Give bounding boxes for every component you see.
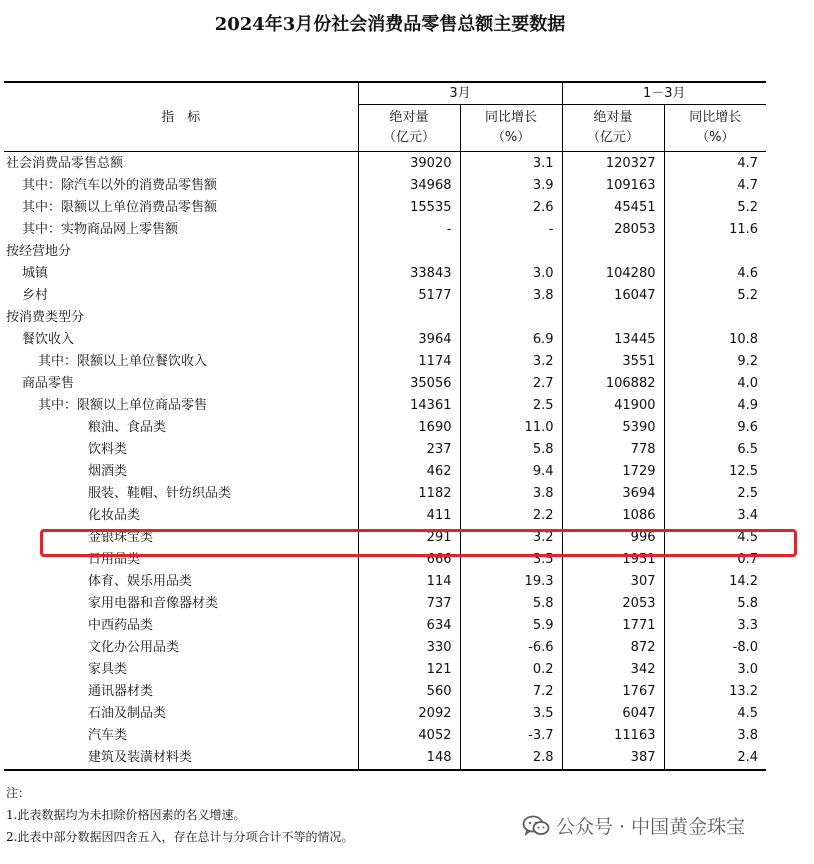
march-abs-value: 39020 (358, 152, 460, 176)
march-yoy-value: 2.6 (460, 197, 562, 219)
march-abs-value: 1182 (358, 483, 460, 505)
table-row (4, 175, 766, 197)
indicator-header: 指 标 (4, 82, 358, 152)
watermark (522, 812, 745, 839)
march-yoy-value (460, 307, 562, 329)
q1-yoy-value: 4.7 (664, 152, 766, 176)
q1-abs-value: 872 (562, 637, 664, 659)
q1-yoy-value: 4.9 (664, 395, 766, 417)
row-label: 烟酒类 (88, 464, 128, 479)
q1-abs-value: 120327 (562, 152, 664, 176)
q1-header: 1－3月 (562, 82, 766, 105)
march-abs-value: 1174 (358, 351, 460, 373)
notes-heading: 注： (6, 786, 31, 800)
table-row (4, 219, 766, 241)
march-abs-value: - (358, 219, 460, 241)
q1-abs-header: 绝对量 （亿元） (562, 105, 664, 152)
row-label: 中西药品类 (88, 618, 154, 633)
row-label: 城镇 (22, 266, 49, 281)
march-abs-value: 34968 (358, 175, 460, 197)
march-yoy-value: 7.2 (460, 681, 562, 703)
row-label: 建筑及装潢材料类 (88, 750, 193, 765)
march-yoy-value: 2.8 (460, 747, 562, 770)
march-yoy-value: 3.8 (460, 483, 562, 505)
table-row (4, 615, 766, 637)
table-row (4, 593, 766, 615)
q1-yoy-value: 3.8 (664, 725, 766, 747)
march-abs-header: 绝对量 （亿元） (358, 105, 460, 152)
q1-yoy-value: 4.0 (664, 373, 766, 395)
q1-yoy-value (664, 241, 766, 263)
row-label: 通讯器材类 (88, 684, 154, 699)
march-abs-value: 14361 (358, 395, 460, 417)
row-label: 家具类 (88, 662, 128, 677)
q1-abs-value: 996 (562, 527, 664, 549)
q1-yoy-header: 同比增长 （%） (664, 105, 766, 152)
q1-abs-value: 16047 (562, 285, 664, 307)
table-row (4, 549, 766, 571)
row-label: 社会消费品零售总额 (6, 156, 124, 171)
march-yoy-value: 3.2 (460, 527, 562, 549)
table-row (4, 681, 766, 703)
q1-yoy-value: 2.4 (664, 747, 766, 770)
march-yoy-value: 5.9 (460, 615, 562, 637)
q1-yoy-value: 3.3 (664, 615, 766, 637)
table-row (4, 417, 766, 439)
q1-yoy-value: 4.5 (664, 703, 766, 725)
march-yoy-value: 3.5 (460, 703, 562, 725)
q1-yoy-value: 4.5 (664, 527, 766, 549)
march-yoy-value: 5.8 (460, 439, 562, 461)
table-row (4, 285, 766, 307)
q1-yoy-value: -8.0 (664, 637, 766, 659)
march-yoy-value: 3.0 (460, 263, 562, 285)
q1-abs-value: 307 (562, 571, 664, 593)
march-yoy-value: 3.5 (460, 549, 562, 571)
march-yoy-header: 同比增长 （%） (460, 105, 562, 152)
q1-abs-value: 106882 (562, 373, 664, 395)
march-abs-value: 3964 (358, 329, 460, 351)
row-label: 按经营地分 (6, 244, 72, 259)
table-row (4, 373, 766, 395)
march-abs-value: 634 (358, 615, 460, 637)
march-abs-value: 737 (358, 593, 460, 615)
row-label: 饮料类 (88, 442, 128, 457)
march-abs-value: 1690 (358, 417, 460, 439)
table-row (4, 747, 766, 770)
table-row (4, 263, 766, 285)
q1-yoy-value: 5.8 (664, 593, 766, 615)
q1-yoy-value: 3.4 (664, 505, 766, 527)
row-label: 其中：除汽车以外的消费品零售额 (22, 178, 218, 193)
q1-yoy-value: 14.2 (664, 571, 766, 593)
row-label: 商品零售 (22, 376, 75, 391)
note-line-2: 2.此表中部分数据因四舍五入，存在总计与分项合计不等的情况。 (6, 830, 354, 844)
q1-yoy-value: 12.5 (664, 461, 766, 483)
march-yoy-value: -6.6 (460, 637, 562, 659)
q1-yoy-value: 11.6 (664, 219, 766, 241)
table-row (4, 351, 766, 373)
q1-yoy-value: 5.2 (664, 197, 766, 219)
q1-abs-value: 778 (562, 439, 664, 461)
march-yoy-value (460, 241, 562, 263)
march-yoy-value: 3.9 (460, 175, 562, 197)
march-abs-value: 4052 (358, 725, 460, 747)
table-row (4, 637, 766, 659)
q1-yoy-value: 5.2 (664, 285, 766, 307)
march-abs-value: 237 (358, 439, 460, 461)
q1-abs-value (562, 307, 664, 329)
note-line-1: 1.此表数据均为未扣除价格因素的名义增速。 (6, 808, 246, 822)
march-yoy-value: 2.2 (460, 505, 562, 527)
q1-abs-value: 13445 (562, 329, 664, 351)
table-row (4, 725, 766, 747)
q1-yoy-value: 9.2 (664, 351, 766, 373)
q1-yoy-value (664, 307, 766, 329)
row-label: 其中：限额以上单位餐饮收入 (38, 354, 208, 369)
q1-yoy-value: 2.5 (664, 483, 766, 505)
table-row (4, 571, 766, 593)
march-abs-value: 666 (358, 549, 460, 571)
table-row (4, 505, 766, 527)
row-label: 日用品类 (88, 552, 141, 567)
march-header: 3月 (358, 82, 562, 105)
q1-abs-value: 11163 (562, 725, 664, 747)
table-row (4, 152, 766, 176)
wechat-icon (522, 815, 550, 837)
q1-abs-value: 1951 (562, 549, 664, 571)
q1-abs-value: 104280 (562, 263, 664, 285)
table-row (4, 659, 766, 681)
march-yoy-value: 2.5 (460, 395, 562, 417)
q1-yoy-value: 6.5 (664, 439, 766, 461)
table-row (4, 197, 766, 219)
q1-abs-value: 41900 (562, 395, 664, 417)
march-yoy-value: 3.2 (460, 351, 562, 373)
row-label: 家用电器和音像器材类 (88, 596, 219, 611)
row-label: 其中：限额以上单位商品零售 (38, 398, 208, 413)
q1-abs-value (562, 241, 664, 263)
q1-abs-value: 109163 (562, 175, 664, 197)
row-label: 服装、鞋帽、针纺织品类 (88, 486, 232, 501)
q1-yoy-value: 3.0 (664, 659, 766, 681)
march-abs-value: 121 (358, 659, 460, 681)
q1-abs-value: 1086 (562, 505, 664, 527)
table-row (4, 527, 766, 549)
row-label: 文化办公用品类 (88, 640, 180, 655)
table-row (4, 307, 766, 329)
march-abs-value: 411 (358, 505, 460, 527)
q1-abs-value: 342 (562, 659, 664, 681)
q1-abs-value: 1729 (562, 461, 664, 483)
q1-yoy-value: 10.8 (664, 329, 766, 351)
q1-yoy-value: 0.7 (664, 549, 766, 571)
table-row (4, 329, 766, 351)
march-abs-value: 560 (358, 681, 460, 703)
row-label: 汽车类 (88, 728, 128, 743)
table-row (4, 703, 766, 725)
march-abs-value: 462 (358, 461, 460, 483)
watermark-text: 公众号 · 中国黄金珠宝 (556, 816, 746, 838)
march-abs-value: 5177 (358, 285, 460, 307)
march-yoy-value: 6.9 (460, 329, 562, 351)
row-label: 体育、娱乐用品类 (88, 574, 193, 589)
march-abs-value: 33843 (358, 263, 460, 285)
march-yoy-value: 3.8 (460, 285, 562, 307)
march-yoy-value: 19.3 (460, 571, 562, 593)
q1-abs-value: 45451 (562, 197, 664, 219)
q1-abs-value: 1767 (562, 681, 664, 703)
q1-yoy-value: 4.7 (664, 175, 766, 197)
row-label: 金银珠宝类 (88, 530, 154, 545)
march-yoy-value: 2.7 (460, 373, 562, 395)
q1-abs-value: 2053 (562, 593, 664, 615)
march-abs-value (358, 241, 460, 263)
q1-abs-value: 28053 (562, 219, 664, 241)
row-label: 石油及制品类 (88, 706, 167, 721)
q1-abs-value: 1771 (562, 615, 664, 637)
march-yoy-value: - (460, 219, 562, 241)
march-abs-value: 15535 (358, 197, 460, 219)
march-abs-value: 2092 (358, 703, 460, 725)
table-row (4, 395, 766, 417)
row-label: 其中：实物商品网上零售额 (22, 222, 179, 237)
q1-abs-value: 5390 (562, 417, 664, 439)
q1-yoy-value: 9.6 (664, 417, 766, 439)
march-abs-value: 330 (358, 637, 460, 659)
table-row (4, 483, 766, 505)
march-yoy-value: 9.4 (460, 461, 562, 483)
q1-yoy-value: 4.6 (664, 263, 766, 285)
march-abs-value (358, 307, 460, 329)
march-abs-value: 291 (358, 527, 460, 549)
row-label: 粮油、食品类 (88, 420, 167, 435)
table-row (4, 241, 766, 263)
march-abs-value: 35056 (358, 373, 460, 395)
q1-abs-value: 3551 (562, 351, 664, 373)
page-title: 2024年3月份社会消费品零售总额主要数据 (214, 14, 566, 35)
table-row (4, 461, 766, 483)
row-label: 餐饮收入 (22, 332, 75, 347)
march-yoy-value: 0.2 (460, 659, 562, 681)
march-abs-value: 114 (358, 571, 460, 593)
q1-abs-value: 387 (562, 747, 664, 770)
notes (6, 782, 353, 848)
table-row (4, 439, 766, 461)
row-label: 按消费类型分 (6, 310, 85, 325)
march-yoy-value: -3.7 (460, 725, 562, 747)
q1-yoy-value: 13.2 (664, 681, 766, 703)
march-abs-value: 148 (358, 747, 460, 770)
retail-sales-table (4, 81, 766, 771)
q1-abs-value: 6047 (562, 703, 664, 725)
march-yoy-value: 3.1 (460, 152, 562, 176)
q1-abs-value: 3694 (562, 483, 664, 505)
row-label: 乡村 (22, 288, 49, 303)
march-yoy-value: 5.8 (460, 593, 562, 615)
row-label: 化妆品类 (88, 508, 141, 523)
row-label: 其中：限额以上单位消费品零售额 (22, 200, 218, 215)
march-yoy-value: 11.0 (460, 417, 562, 439)
